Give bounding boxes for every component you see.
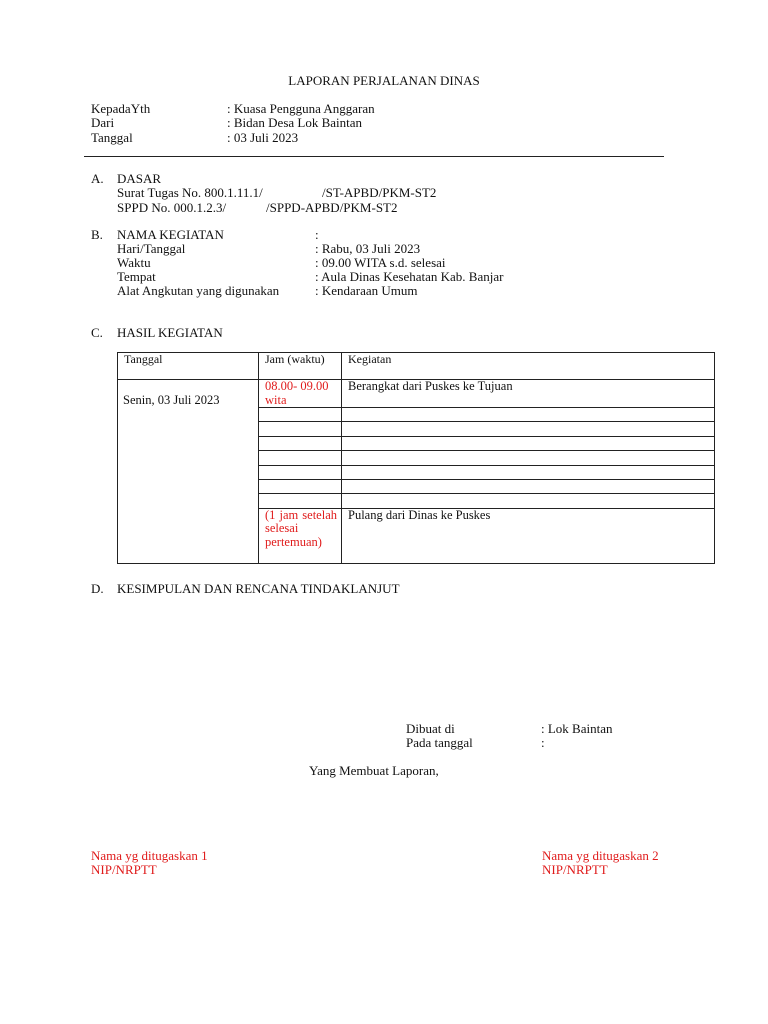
header-recipient-label: KepadaYth	[91, 101, 151, 116]
last-time-cell: (1 jam setelah selesai pertemuan)	[259, 508, 342, 563]
table-row	[118, 380, 715, 408]
blank-time-cell	[259, 479, 342, 493]
header-date-label: Tanggal	[91, 130, 133, 145]
made-at-label: Dibuat di	[406, 721, 455, 736]
blank-activity-cell	[342, 479, 715, 493]
column-header-activity: Kegiatan	[342, 353, 715, 380]
surat-tugas-number: Surat Tugas No. 800.1.11.1/	[117, 185, 263, 200]
section-a-letter: A.	[91, 171, 104, 186]
activity-results-table	[117, 352, 715, 564]
assignee-1-name: Nama yg ditugaskan 1	[91, 848, 208, 863]
table-header-row	[118, 353, 715, 380]
made-at-value: : Lok Baintan	[541, 721, 613, 736]
blank-activity-cell	[342, 494, 715, 508]
blank-time-cell	[259, 436, 342, 450]
transport-label: Alat Angkutan yang digunakan	[117, 283, 280, 298]
transport-value: : Kendaraan Umum	[315, 283, 418, 298]
section-c-heading: HASIL KEGIATAN	[117, 325, 223, 340]
first-activity-cell: Berangkat dari Puskes ke Tujuan	[342, 380, 715, 408]
section-a-heading: DASAR	[117, 171, 162, 186]
sppd-suffix: /SPPD-APBD/PKM-ST2	[266, 200, 398, 215]
date-cell-text: Senin, 03 Juli 2023	[123, 393, 220, 407]
blank-time-cell	[259, 408, 342, 422]
blank-activity-cell	[342, 465, 715, 479]
header-divider	[84, 156, 664, 157]
header-recipient-value: : Kuasa Pengguna Anggaran	[227, 101, 375, 116]
column-header-date: Tanggal	[118, 353, 259, 380]
last-activity-cell: Pulang dari Dinas ke Puskes	[342, 508, 715, 563]
activity-day-value: : Rabu, 03 Juli 2023	[315, 241, 421, 256]
blank-activity-cell	[342, 422, 715, 436]
blank-time-cell	[259, 494, 342, 508]
blank-time-cell	[259, 451, 342, 465]
section-b-heading-colon: :	[315, 227, 319, 242]
blank-activity-cell	[342, 451, 715, 465]
date-made-label: Pada tanggal	[406, 735, 473, 750]
activity-time-label: Waktu	[117, 255, 151, 270]
activity-time-value: : 09.00 WITA s.d. selesai	[315, 255, 446, 270]
document-title: LAPORAN PERJALANAN DINAS	[288, 73, 480, 88]
blank-activity-cell	[342, 408, 715, 422]
assignee-2-id: NIP/NRPTT	[542, 862, 608, 877]
section-c-letter: C.	[91, 325, 103, 340]
assignee-1-id: NIP/NRPTT	[91, 862, 157, 877]
column-header-time: Jam (waktu)	[259, 353, 342, 380]
section-b-letter: B.	[91, 227, 103, 242]
activity-place-label: Tempat	[117, 269, 156, 284]
first-time-cell: 08.00- 09.00 wita	[259, 380, 342, 408]
header-from-value: : Bidan Desa Lok Baintan	[227, 115, 363, 130]
blank-time-cell	[259, 465, 342, 479]
assignee-2-name: Nama yg ditugaskan 2	[542, 848, 659, 863]
surat-tugas-suffix: /ST-APBD/PKM-ST2	[322, 185, 437, 200]
sppd-number: SPPD No. 000.1.2.3/	[117, 200, 227, 215]
date-made-value: :	[541, 735, 545, 750]
activity-place-value: : Aula Dinas Kesehatan Kab. Banjar	[315, 269, 504, 284]
report-maker-label: Yang Membuat Laporan,	[309, 763, 439, 778]
section-b-heading: NAMA KEGIATAN	[117, 227, 224, 242]
header-date-value: : 03 Juli 2023	[227, 130, 299, 145]
activity-day-label: Hari/Tanggal	[117, 241, 186, 256]
blank-activity-cell	[342, 436, 715, 450]
date-cell	[118, 380, 259, 564]
header-from-label: Dari	[91, 115, 115, 130]
section-d-heading: KESIMPULAN DAN RENCANA TINDAKLANJUT	[117, 581, 400, 596]
section-d-letter: D.	[91, 581, 104, 596]
blank-time-cell	[259, 422, 342, 436]
